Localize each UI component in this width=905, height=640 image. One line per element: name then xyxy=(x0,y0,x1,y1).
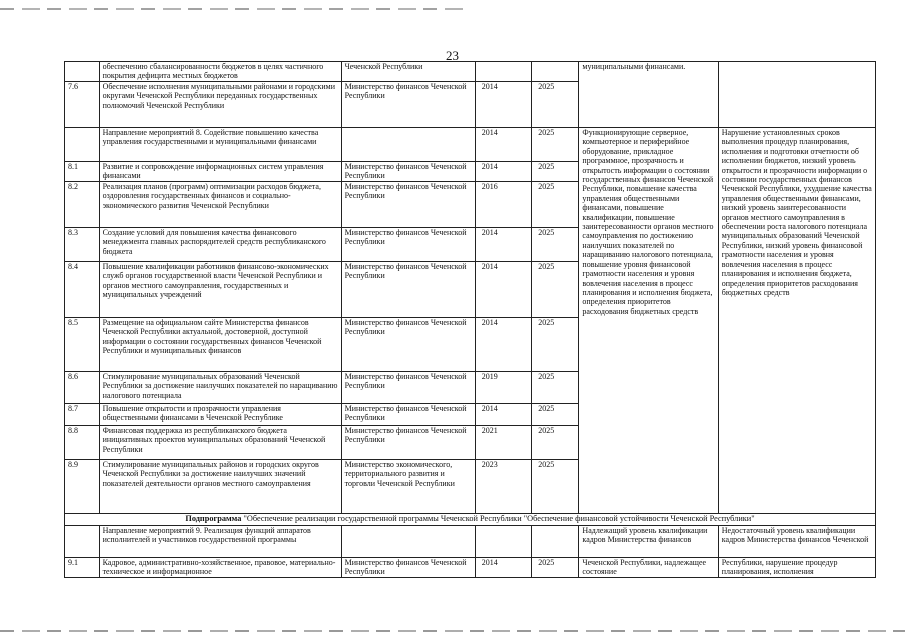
expected-result: Функционирующие серверное, компьютерное и периферийное оборудование, прикладное программное, прозрачность и открытость информации о состоянии государственных финансов Чеченской Республики, повышение качества управления общественными финансами, повышение квалификации, повышение заинтересованности органов местного самоуправления по достижению наилучших показателей по наращиванию налогового потенциала, повышение уровня финансовой грамотности населения и уровня вовлечения населения в процесс планирования и исполнения бюджета, определения приоритетов расходования бюджетных средств xyxy=(579,128,718,514)
end-year: 2025 xyxy=(532,182,579,228)
row-number: 7.6 xyxy=(65,82,100,128)
start-year xyxy=(475,62,532,82)
scan-artifact-top xyxy=(0,8,470,10)
direction-row xyxy=(65,526,876,558)
executor: Министерство финансов Чеченской Республики xyxy=(341,82,475,128)
end-year: 2025 xyxy=(532,262,579,318)
activity-name: обеспечению сбалансированности бюджетов в целях частичного покрытия дефицита местных бюджетов xyxy=(99,62,341,82)
row-number: 9.1 xyxy=(65,558,100,578)
start-year: 2016 xyxy=(475,182,532,228)
program-activities-table xyxy=(64,61,876,578)
activity-name: Реализация планов (программ) оптимизации расходов бюджета, оздоровления государственных финансов и социально-экономического развития Чеченской Республики xyxy=(99,182,341,228)
executor: Министерство финансов Чеченской Республики xyxy=(341,262,475,318)
executor: Министерство финансов Чеченской Республики xyxy=(341,228,475,262)
subprogram-title: "Обеспечение реализации государственной программы Чеченской Республики "Обеспечение финансовой устойчивости Чеченской Республики" xyxy=(243,514,755,523)
activity-name: Развитие и сопровождение информационных систем управления финансами xyxy=(99,162,341,182)
table-row xyxy=(65,62,876,82)
executor: Министерство финансов Чеченской Республики xyxy=(341,426,475,460)
direction-name: Направление мероприятий 9. Реализация функций аппаратов исполнителей и участников государственной программы xyxy=(99,526,341,558)
subprogram-heading xyxy=(65,514,876,526)
direction-name: Направление мероприятий 8. Содействие повышению качества управления государственными и муниципальными финансами xyxy=(99,128,341,162)
end-year: 2025 xyxy=(532,426,579,460)
row-number: 8.2 xyxy=(65,182,100,228)
start-year: 2019 xyxy=(475,372,532,404)
activity-name: Кадровое, административно-хозяйственное, правовое, материально-техническое и информационное xyxy=(99,558,341,578)
executor: Министерство финансов Чеченской Республики xyxy=(341,404,475,426)
start-year xyxy=(475,526,532,558)
start-year: 2014 xyxy=(475,318,532,372)
activity-name: Финансовая поддержка из республиканского бюджета инициативных проектов муниципальных образований Чеченской Республики xyxy=(99,426,341,460)
start-year: 2014 xyxy=(475,558,532,578)
executor: Министерство финансов Чеченской Республики xyxy=(341,558,475,578)
end-year xyxy=(532,62,579,82)
end-year: 2025 xyxy=(532,460,579,514)
risk-description: Республики, нарушение процедур планирования, исполнения xyxy=(718,558,875,578)
activity-name: Создание условий для повышения качества финансового менеджмента главных распорядителей средств республиканского бюджета xyxy=(99,228,341,262)
row-number: 8.7 xyxy=(65,404,100,426)
end-year: 2025 xyxy=(532,82,579,128)
start-year: 2014 xyxy=(475,404,532,426)
row-number: 8.5 xyxy=(65,318,100,372)
executor: Министерство финансов Чеченской Республики xyxy=(341,182,475,228)
row-number: 8.1 xyxy=(65,162,100,182)
row-number xyxy=(65,62,100,82)
start-year: 2014 xyxy=(475,228,532,262)
executor: Министерство финансов Чеченской Республики xyxy=(341,162,475,182)
risk-description xyxy=(718,62,875,128)
risk-description: Недостаточный уровень квалификации кадров Министерства финансов Чеченской xyxy=(718,526,875,558)
executor: Министерство финансов Чеченской Республики xyxy=(341,318,475,372)
row-number xyxy=(65,128,100,162)
end-year: 2025 xyxy=(532,128,579,162)
end-year: 2025 xyxy=(532,162,579,182)
executor xyxy=(341,128,475,162)
expected-result: муниципальными финансами. xyxy=(579,62,718,128)
page-number: 23 xyxy=(446,48,459,63)
expected-result: Чеченской Республики, надлежащее состояние xyxy=(579,558,718,578)
subprogram-label: Подпрограмма xyxy=(185,514,242,523)
row-number: 8.3 xyxy=(65,228,100,262)
start-year: 2014 xyxy=(475,262,532,318)
executor xyxy=(341,526,475,558)
start-year: 2023 xyxy=(475,460,532,514)
executor: Министерство экономического, территориального развития и торговли Чеченской Республики xyxy=(341,460,475,514)
scan-artifact-bottom xyxy=(0,630,905,632)
end-year: 2025 xyxy=(532,558,579,578)
row-number: 8.4 xyxy=(65,262,100,318)
activity-name: Стимулирование муниципальных образований Чеченской Республики за достижение наилучших показателей по наращиванию налогового потенциала xyxy=(99,372,341,404)
start-year: 2021 xyxy=(475,426,532,460)
start-year: 2014 xyxy=(475,162,532,182)
direction-row xyxy=(65,128,876,162)
start-year: 2014 xyxy=(475,82,532,128)
start-year: 2014 xyxy=(475,128,532,162)
expected-result: Надлежащий уровень квалификации кадров Министерства финансов xyxy=(579,526,718,558)
row-number: 8.8 xyxy=(65,426,100,460)
row-number xyxy=(65,526,100,558)
end-year: 2025 xyxy=(532,372,579,404)
end-year: 2025 xyxy=(532,318,579,372)
row-number: 8.9 xyxy=(65,460,100,514)
activity-name: Размещение на официальном сайте Министерства финансов Чеченской Республики актуальной, достоверной, доступной информации о состоянии государственных финансов Чеченской Республики и муниципальных финансов xyxy=(99,318,341,372)
activity-name: Стимулирование муниципальных районов и городских округов Чеченской Республики за достижение наилучших значений показателей деятельности органов местного самоуправления xyxy=(99,460,341,514)
row-number: 8.6 xyxy=(65,372,100,404)
subprogram-row xyxy=(65,514,876,526)
end-year: 2025 xyxy=(532,228,579,262)
activity-name: Обеспечение исполнения муниципальными районами и городскими округами Чеченской Республики переданных государственных полномочий Чеченской Республики xyxy=(99,82,341,128)
executor: Министерство финансов Чеченской Республики xyxy=(341,372,475,404)
activity-name: Повышение квалификации работников финансово-экономических служб органов государственной власти Чеченской Республики и органов местного самоуправления, государственных и муниципальных учреждений xyxy=(99,262,341,318)
risk-description: Нарушение установленных сроков выполнения процедур планирования, исполнения и подготовки отчетности об исполнении бюджетов, низкий уровень открытости и прозрачности информации о состоянии государственных финансов Чеченской Республики, ухудшение качества управления общественными финансами, низкий уровень заинтересованности органов местного самоуправления в обеспечении роста налогового потенциала муниципальных образований Чеченской Республики, низкий уровень финансовой грамотности населения и уровня вовлечения населения в процесс планирования и исполнения бюджета, определения приоритетов расходования бюджетных средств xyxy=(718,128,875,514)
end-year xyxy=(532,526,579,558)
end-year: 2025 xyxy=(532,404,579,426)
table-row xyxy=(65,558,876,578)
activity-name: Повышение открытости и прозрачности управления общественными финансами в Чеченской Республике xyxy=(99,404,341,426)
executor: Чеченской Республики xyxy=(341,62,475,82)
